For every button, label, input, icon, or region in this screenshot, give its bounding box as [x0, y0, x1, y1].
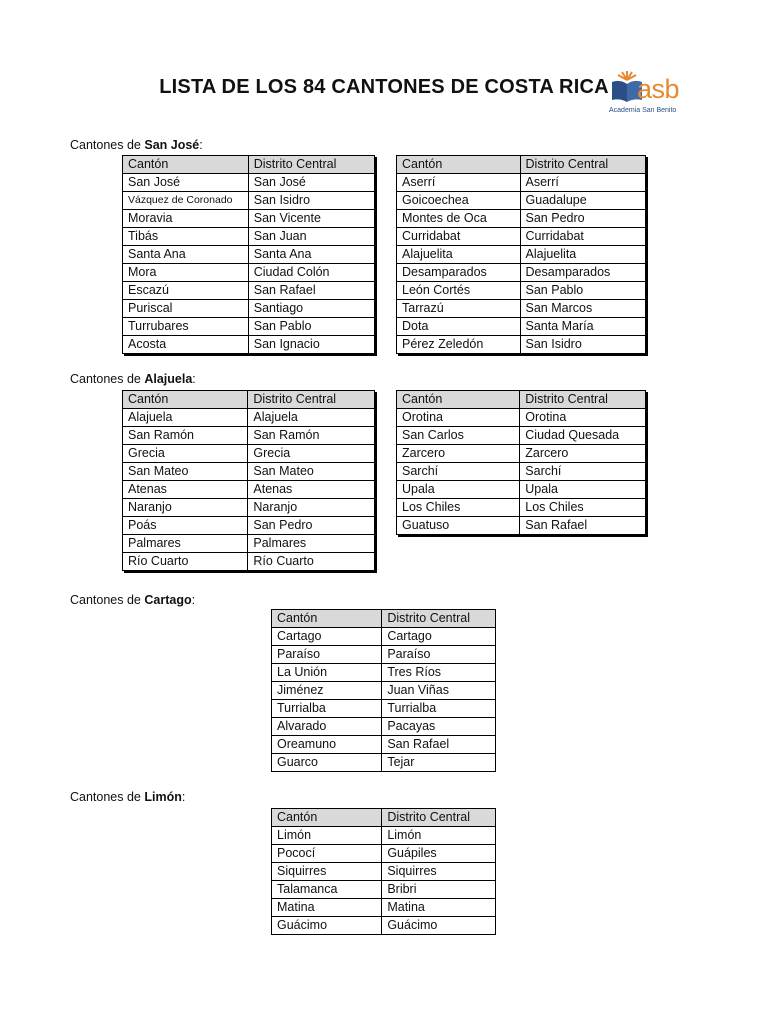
- table-row: [123, 228, 375, 246]
- distrito-cell: Paraíso: [382, 646, 496, 664]
- canton-cell: Moravia: [123, 210, 249, 228]
- distrito-cell: Tres Ríos: [382, 664, 496, 682]
- canton-cell: Tarrazú: [397, 300, 521, 318]
- canton-cell: Siquirres: [272, 863, 382, 881]
- distrito-cell: San Rafael: [520, 517, 646, 535]
- distrito-cell: San Rafael: [248, 282, 374, 300]
- table-row: [397, 264, 646, 282]
- table-header-row: [123, 391, 375, 409]
- distrito-cell: Zarcero: [520, 445, 646, 463]
- canton-cell: Aserrí: [397, 174, 521, 192]
- distrito-cell: Curridabat: [520, 228, 645, 246]
- distrito-cell: Desamparados: [520, 264, 645, 282]
- distrito-cell: Upala: [520, 481, 646, 499]
- header-canton: Cantón: [272, 809, 382, 827]
- canton-cell: Atenas: [123, 481, 248, 499]
- section-limon: [70, 790, 185, 804]
- canton-cell: Puriscal: [123, 300, 249, 318]
- canton-cell: La Unión: [272, 664, 382, 682]
- canton-cell: Alajuelita: [397, 246, 521, 264]
- table-row: [123, 282, 375, 300]
- table-row: [397, 463, 646, 481]
- canton-cell: Guatuso: [397, 517, 520, 535]
- table-alajuela-left: [122, 390, 375, 571]
- distrito-cell: Limón: [382, 827, 496, 845]
- section-suffix: :: [191, 593, 196, 607]
- distrito-cell: Naranjo: [248, 499, 375, 517]
- table-row: [397, 517, 646, 535]
- table-row: [272, 664, 496, 682]
- header-distrito: Distrito Central: [382, 610, 496, 628]
- header-distrito: Distrito Central: [520, 156, 645, 174]
- table-row: [272, 718, 496, 736]
- distrito-cell: Bribri: [382, 881, 496, 899]
- distrito-cell: Siquirres: [382, 863, 496, 881]
- table-row: [397, 174, 646, 192]
- distrito-cell: San Pablo: [520, 282, 645, 300]
- distrito-cell: San Ignacio: [248, 336, 374, 354]
- canton-cell: San José: [123, 174, 249, 192]
- header-canton: Cantón: [397, 391, 520, 409]
- canton-cell: Río Cuarto: [123, 553, 248, 571]
- table-san-jose-right: [396, 155, 646, 354]
- table-row: [123, 445, 375, 463]
- header-distrito: Distrito Central: [382, 809, 496, 827]
- canton-cell: Limón: [272, 827, 382, 845]
- table-row: [272, 754, 496, 772]
- distrito-cell: Orotina: [520, 409, 646, 427]
- section-cartago: [70, 593, 195, 607]
- distrito-cell: San Isidro: [248, 192, 374, 210]
- canton-cell: Curridabat: [397, 228, 521, 246]
- distrito-cell: Grecia: [248, 445, 375, 463]
- canton-cell: Montes de Oca: [397, 210, 521, 228]
- table-header-row: [397, 156, 646, 174]
- table-row: [397, 318, 646, 336]
- canton-cell: Zarcero: [397, 445, 520, 463]
- table-row: [123, 481, 375, 499]
- section-suffix: :: [199, 138, 203, 152]
- canton-cell: Sarchí: [397, 463, 520, 481]
- distrito-cell: Turrialba: [382, 700, 496, 718]
- section-name: San José: [144, 138, 200, 152]
- canton-cell: Naranjo: [123, 499, 248, 517]
- distrito-cell: Río Cuarto: [248, 553, 375, 571]
- table-row: [397, 246, 646, 264]
- table-row: [123, 553, 375, 571]
- table-row: [397, 499, 646, 517]
- section-prefix: Cantones de: [70, 790, 145, 804]
- canton-cell: Upala: [397, 481, 520, 499]
- canton-cell: Acosta: [123, 336, 249, 354]
- canton-cell: Santa Ana: [123, 246, 249, 264]
- table-row: [123, 499, 375, 517]
- distrito-cell: Santa Ana: [248, 246, 374, 264]
- page-title: LISTA DE LOS 84 CANTONES DE COSTA RICA: [159, 76, 609, 98]
- distrito-cell: San Marcos: [520, 300, 645, 318]
- section-alajuela: [70, 372, 196, 386]
- canton-cell: San Ramón: [123, 427, 248, 445]
- canton-cell: Vázquez de Coronado: [123, 192, 249, 210]
- distrito-cell: Tejar: [382, 754, 496, 772]
- canton-cell: Jiménez: [272, 682, 382, 700]
- distrito-cell: Ciudad Quesada: [520, 427, 646, 445]
- canton-cell: Pococí: [272, 845, 382, 863]
- table-row: [272, 682, 496, 700]
- table-row: [123, 192, 375, 210]
- distrito-cell: San Rafael: [382, 736, 496, 754]
- distrito-cell: Matina: [382, 899, 496, 917]
- distrito-cell: Palmares: [248, 535, 375, 553]
- canton-cell: Dota: [397, 318, 521, 336]
- header-distrito: Distrito Central: [248, 156, 374, 174]
- table-row: [397, 427, 646, 445]
- table-row: [123, 210, 375, 228]
- distrito-cell: Juan Viñas: [382, 682, 496, 700]
- distrito-cell: San Pablo: [248, 318, 374, 336]
- table-row: [272, 917, 496, 935]
- table-header-row: [272, 610, 496, 628]
- table-san-jose-left: [122, 155, 375, 354]
- canton-cell: Tibás: [123, 228, 249, 246]
- distrito-cell: Guácimo: [382, 917, 496, 935]
- canton-cell: Palmares: [123, 535, 248, 553]
- section-prefix: Cantones de: [70, 372, 145, 386]
- canton-cell: Talamanca: [272, 881, 382, 899]
- header-canton: Cantón: [123, 156, 249, 174]
- canton-cell: Goicoechea: [397, 192, 521, 210]
- distrito-cell: San José: [248, 174, 374, 192]
- table-row: [272, 863, 496, 881]
- canton-cell: Alajuela: [123, 409, 248, 427]
- canton-cell: Mora: [123, 264, 249, 282]
- canton-cell: Desamparados: [397, 264, 521, 282]
- table-header-row: [397, 391, 646, 409]
- distrito-cell: San Ramón: [248, 427, 375, 445]
- table-header-row: [123, 156, 375, 174]
- table-row: [123, 336, 375, 354]
- section-name: Alajuela: [144, 372, 193, 386]
- table-row: [123, 409, 375, 427]
- distrito-cell: Aserrí: [520, 174, 645, 192]
- header-canton: Cantón: [397, 156, 521, 174]
- table-row: [397, 409, 646, 427]
- distrito-cell: Alajuelita: [520, 246, 645, 264]
- distrito-cell: San Juan: [248, 228, 374, 246]
- table-row: [123, 517, 375, 535]
- table-row: [123, 535, 375, 553]
- table-limon: [271, 808, 496, 935]
- canton-cell: Guarco: [272, 754, 382, 772]
- distrito-cell: Pacayas: [382, 718, 496, 736]
- table-row: [397, 228, 646, 246]
- table-row: [397, 210, 646, 228]
- header-distrito: Distrito Central: [520, 391, 646, 409]
- logo-subtitle: Academia San Benito: [609, 107, 677, 114]
- distrito-cell: Alajuela: [248, 409, 375, 427]
- table-row: [123, 427, 375, 445]
- table-row: [123, 463, 375, 481]
- table-row: [123, 246, 375, 264]
- canton-cell: Alvarado: [272, 718, 382, 736]
- distrito-cell: Guadalupe: [520, 192, 645, 210]
- canton-cell: Turrubares: [123, 318, 249, 336]
- canton-cell: Paraíso: [272, 646, 382, 664]
- logo-mark: asb: [637, 74, 680, 104]
- distrito-cell: San Pedro: [248, 517, 375, 535]
- canton-cell: Escazú: [123, 282, 249, 300]
- distrito-cell: Guápiles: [382, 845, 496, 863]
- canton-cell: San Mateo: [123, 463, 248, 481]
- table-row: [272, 881, 496, 899]
- table-row: [272, 628, 496, 646]
- canton-cell: Turrialba: [272, 700, 382, 718]
- table-row: [397, 192, 646, 210]
- canton-cell: Grecia: [123, 445, 248, 463]
- section-san-jose: [70, 138, 203, 152]
- table-row: [272, 827, 496, 845]
- section-suffix: :: [192, 372, 196, 386]
- header-canton: Cantón: [272, 610, 382, 628]
- header-canton: Cantón: [123, 391, 248, 409]
- table-row: [123, 264, 375, 282]
- canton-cell: Matina: [272, 899, 382, 917]
- distrito-cell: Los Chiles: [520, 499, 646, 517]
- distrito-cell: San Pedro: [520, 210, 645, 228]
- table-row: [272, 845, 496, 863]
- table-row: [272, 646, 496, 664]
- canton-cell: León Cortés: [397, 282, 521, 300]
- distrito-cell: Atenas: [248, 481, 375, 499]
- canton-cell: Guácimo: [272, 917, 382, 935]
- distrito-cell: San Isidro: [520, 336, 645, 354]
- canton-cell: Oreamuno: [272, 736, 382, 754]
- canton-cell: Cartago: [272, 628, 382, 646]
- distrito-cell: San Mateo: [248, 463, 375, 481]
- table-row: [123, 318, 375, 336]
- table-row: [272, 736, 496, 754]
- section-name: Limón: [144, 790, 182, 804]
- table-row: [397, 300, 646, 318]
- section-prefix: Cantones de: [70, 593, 145, 607]
- academia-logo: [608, 70, 692, 120]
- table-row: [397, 445, 646, 463]
- section-name: Cartago: [144, 593, 192, 607]
- table-row: [397, 282, 646, 300]
- section-suffix: :: [181, 790, 186, 804]
- table-alajuela-right: [396, 390, 646, 535]
- table-row: [123, 300, 375, 318]
- table-header-row: [272, 809, 496, 827]
- distrito-cell: Sarchí: [520, 463, 646, 481]
- header-distrito: Distrito Central: [248, 391, 375, 409]
- section-prefix: Cantones de: [70, 138, 145, 152]
- distrito-cell: Ciudad Colón: [248, 264, 374, 282]
- canton-cell: San Carlos: [397, 427, 520, 445]
- distrito-cell: Santiago: [248, 300, 374, 318]
- canton-cell: Poás: [123, 517, 248, 535]
- table-row: [397, 336, 646, 354]
- table-row: [123, 174, 375, 192]
- distrito-cell: Cartago: [382, 628, 496, 646]
- table-row: [272, 899, 496, 917]
- distrito-cell: Santa María: [520, 318, 645, 336]
- table-cartago: [271, 609, 496, 772]
- canton-cell: Pérez Zeledón: [397, 336, 521, 354]
- canton-cell: Orotina: [397, 409, 520, 427]
- table-row: [397, 481, 646, 499]
- table-row: [272, 700, 496, 718]
- canton-cell: Los Chiles: [397, 499, 520, 517]
- distrito-cell: San Vicente: [248, 210, 374, 228]
